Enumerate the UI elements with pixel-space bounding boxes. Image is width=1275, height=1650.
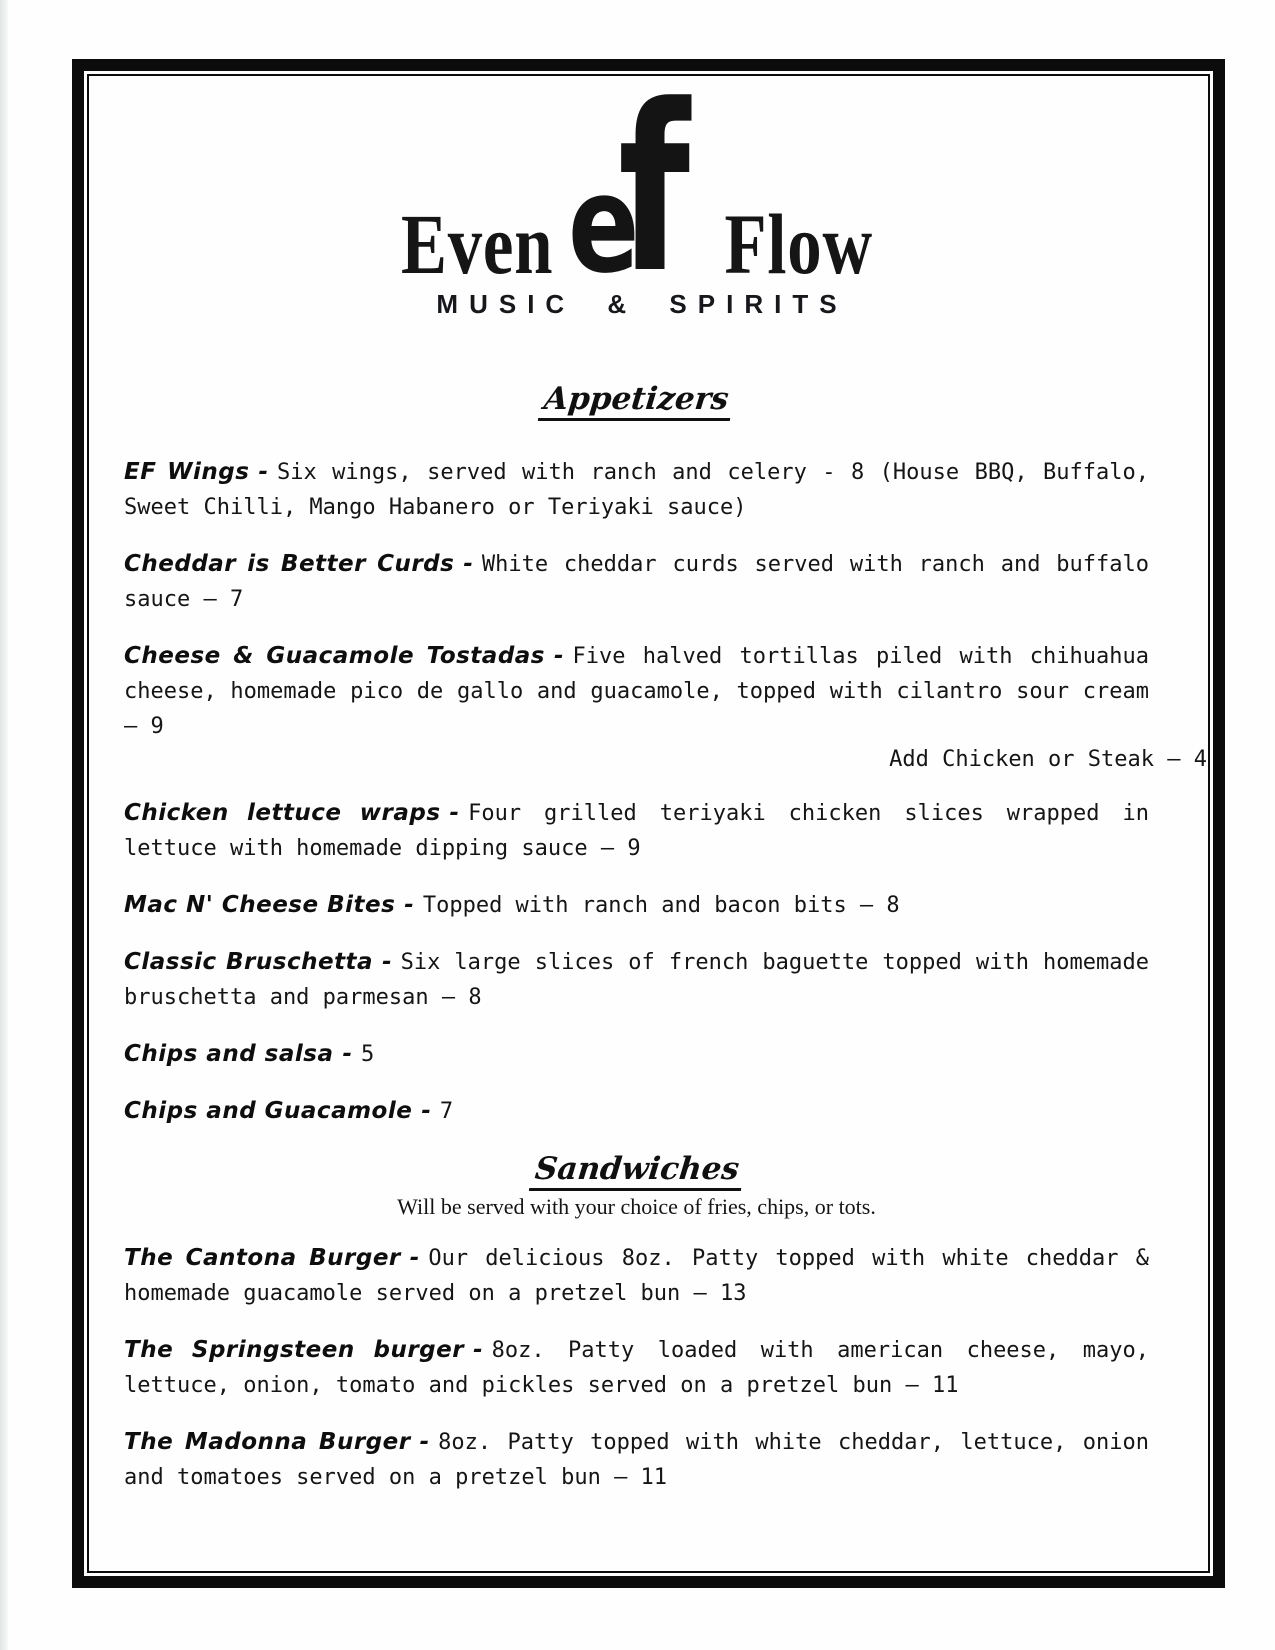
menu-item xyxy=(124,1333,1149,1404)
menu-item-text xyxy=(124,639,1149,745)
menu-border-frame xyxy=(72,59,1225,1588)
item-description: 8oz. Patty loaded with american cheese, mayo, lettuce, onion, tomato and pickles served on a pretzel bun – 11 xyxy=(124,1338,1149,1398)
item-separator: - xyxy=(463,551,473,577)
menu-item xyxy=(124,945,1149,1016)
menu-item xyxy=(124,888,1149,924)
item-separator: - xyxy=(554,643,564,669)
item-name: The Cantona Burger xyxy=(124,1245,401,1271)
section-heading-text: Appetizers xyxy=(538,381,735,421)
item-description: Six large slices of french baguette topped with homemade bruschetta and parmesan – 8 xyxy=(124,950,1149,1010)
item-description: 7 xyxy=(439,1099,454,1124)
item-name: Chips and salsa xyxy=(124,1041,334,1067)
section-heading-appetizers xyxy=(124,381,1149,421)
monogram-f-letter: f xyxy=(617,57,690,324)
menu-item xyxy=(124,796,1149,867)
ef-monogram-icon xyxy=(567,57,704,324)
item-separator: - xyxy=(419,1429,430,1455)
item-separator: - xyxy=(404,892,414,918)
item-description: 8oz. Patty topped with white cheddar, lettuce, onion and tomatoes served on a pretzel bun – 11 xyxy=(124,1430,1149,1490)
logo-tagline: MUSIC & SPIRITS xyxy=(436,289,848,319)
item-description: Five halved tortillas piled with chihuahua cheese, homemade pico de gallo and guacamole, topped with cilantro sour cream – 9 xyxy=(124,644,1149,739)
item-name: Chips and Guacamole xyxy=(124,1098,413,1124)
item-name: EF Wings xyxy=(124,459,250,485)
logo-word-flow: Flow xyxy=(724,196,873,292)
item-description: Six wings, served with ranch and celery - 8 (House BBQ, Buffalo, Sweet Chilli, Mango Habanero or Teriyaki sauce) xyxy=(124,460,1150,520)
scan-edge-shadow xyxy=(0,0,8,1650)
menu-item xyxy=(124,639,1207,775)
menu-item xyxy=(124,1037,1149,1073)
item-description: Four grilled teriyaki chicken slices wrapped in lettuce with homemade dipping sauce – 9 xyxy=(124,801,1149,861)
menu-item xyxy=(124,547,1149,618)
menu-border-inner-line xyxy=(87,57,1210,1573)
section-subtitle: Will be served with your choice of fries, chips, or tots. xyxy=(397,1194,876,1219)
logo-word-even: Even xyxy=(400,196,553,292)
item-separator: - xyxy=(421,1098,431,1124)
item-separator: - xyxy=(342,1041,353,1067)
item-name: Cheddar is Better Curds xyxy=(124,551,455,577)
item-separator: - xyxy=(382,949,392,975)
item-separator: - xyxy=(449,800,460,826)
item-description: Topped with ranch and bacon bits – 8 xyxy=(422,893,900,918)
item-name: The Springsteen burger xyxy=(124,1337,465,1363)
item-name: Cheese & Guacamole Tostadas xyxy=(124,643,545,669)
item-name: Mac N' Cheese Bites xyxy=(124,892,396,918)
item-name: Chicken lettuce wraps xyxy=(124,800,441,826)
section-heading-text: Sandwiches xyxy=(529,1151,745,1191)
monogram-e-letter: e xyxy=(567,146,640,303)
item-name: The Madonna Burger xyxy=(124,1429,411,1455)
item-description: Our delicious 8oz. Patty topped with white cheddar & homemade guacamole served on a pretzel bun – 13 xyxy=(124,1246,1149,1306)
menu-item xyxy=(124,1094,1149,1130)
menu-content xyxy=(89,57,1208,1496)
item-separator: - xyxy=(473,1337,483,1363)
section-heading-sandwiches xyxy=(124,1151,1149,1191)
addon-note: Add Chicken or Steak – 4 xyxy=(889,747,1207,772)
menu-item xyxy=(124,455,1149,526)
item-description: White cheddar curds served with ranch and buffalo sauce – 7 xyxy=(124,552,1149,612)
menu-item xyxy=(124,1425,1149,1496)
item-separator: - xyxy=(409,1245,420,1271)
item-name: Classic Bruschetta xyxy=(124,949,374,975)
item-separator: - xyxy=(258,459,268,485)
menu-item xyxy=(124,1241,1149,1312)
item-description: 5 xyxy=(361,1042,375,1067)
